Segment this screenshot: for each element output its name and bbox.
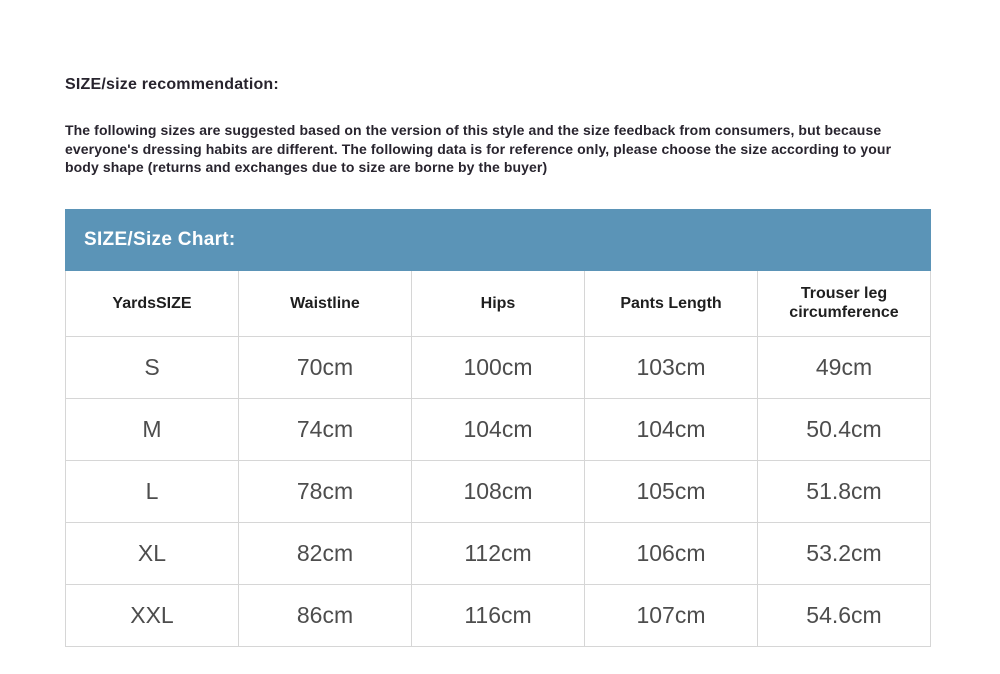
size-cell: M bbox=[66, 399, 239, 461]
hips-cell: 108cm bbox=[412, 461, 585, 523]
pants-length-cell: 103cm bbox=[585, 337, 758, 399]
table-row-xxl bbox=[66, 585, 931, 647]
hips-cell: 100cm bbox=[412, 337, 585, 399]
size-chart-table bbox=[65, 271, 931, 648]
hips-cell: 112cm bbox=[412, 523, 585, 585]
hips-cell: 116cm bbox=[412, 585, 585, 647]
column-header-hips: Hips bbox=[412, 271, 585, 337]
table-row-m bbox=[66, 399, 931, 461]
pants-length-cell: 105cm bbox=[585, 461, 758, 523]
size-cell: XL bbox=[66, 523, 239, 585]
waistline-cell: 86cm bbox=[239, 585, 412, 647]
trouser-leg-cell: 49cm bbox=[758, 337, 931, 399]
table-row-s bbox=[66, 337, 931, 399]
size-recommendation-heading: SIZE/size recommendation: bbox=[65, 76, 279, 93]
table-header-row bbox=[66, 271, 931, 337]
trouser-leg-cell: 54.6cm bbox=[758, 585, 931, 647]
waistline-cell: 74cm bbox=[239, 399, 412, 461]
pants-length-cell: 107cm bbox=[585, 585, 758, 647]
size-cell: XXL bbox=[66, 585, 239, 647]
column-header-trouser-leg: Trouser leg circumference bbox=[758, 271, 931, 337]
size-guide-page bbox=[65, 0, 931, 647]
trouser-leg-cell: 50.4cm bbox=[758, 399, 931, 461]
size-chart-title: SIZE/Size Chart: bbox=[84, 228, 236, 250]
column-header-pants-length: Pants Length bbox=[585, 271, 758, 337]
waistline-cell: 82cm bbox=[239, 523, 412, 585]
waistline-cell: 70cm bbox=[239, 337, 412, 399]
trouser-leg-cell: 53.2cm bbox=[758, 523, 931, 585]
size-cell: L bbox=[66, 461, 239, 523]
waistline-cell: 78cm bbox=[239, 461, 412, 523]
size-chart-title-bar bbox=[65, 209, 931, 271]
hips-cell: 104cm bbox=[412, 399, 585, 461]
table-row-xl bbox=[66, 523, 931, 585]
trouser-leg-cell: 51.8cm bbox=[758, 461, 931, 523]
column-header-waistline: Waistline bbox=[239, 271, 412, 337]
pants-length-cell: 106cm bbox=[585, 523, 758, 585]
column-header-size: YardsSIZE bbox=[66, 271, 239, 337]
pants-length-cell: 104cm bbox=[585, 399, 758, 461]
table-row-l bbox=[66, 461, 931, 523]
size-recommendation-text: The following sizes are suggested based on the version of this style and the size feedback from consumers, but because everyone's dressing habits are different. The following data is for reference only, please choose the size according to your body shape (returns and exchanges due to size are borne by the buyer) bbox=[65, 122, 892, 175]
size-cell: S bbox=[66, 337, 239, 399]
